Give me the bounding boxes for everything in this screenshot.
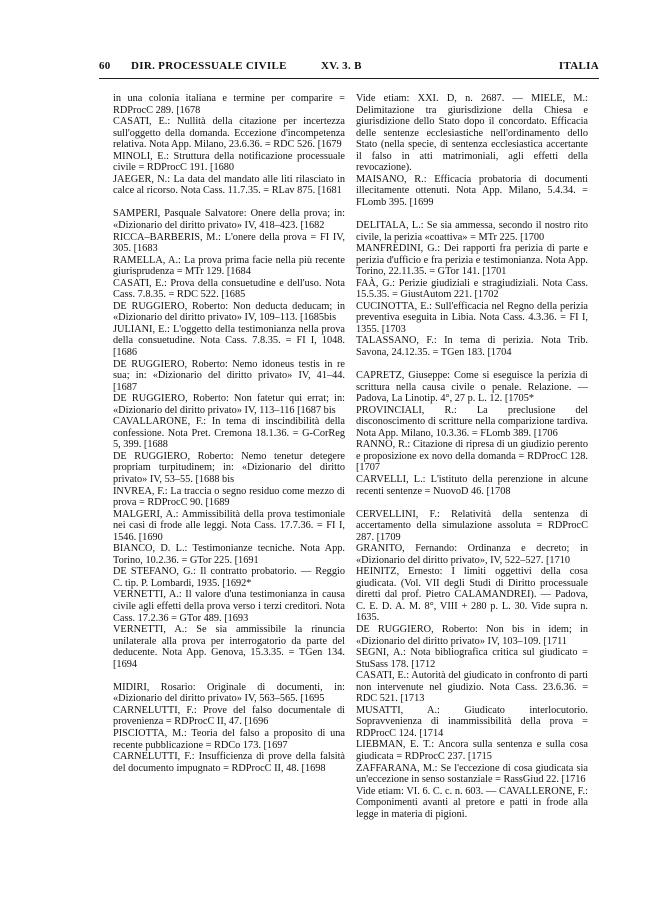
- bibliography-entry: VERNETTI, A.: Il valore d'una testimonianza in causa civile agli effetti della prova verso i terzi creditori. Nota Cass. 17.2.36 = GTor 489. [1693: [113, 589, 345, 624]
- bibliography-entry: JULIANI, E.: L'oggetto della testimonianza nella prova della consuetudine. Nota Cass. 7.8.35. = FI I, 1048. [1686: [113, 323, 345, 358]
- bibliography-entry: DE STEFANO, G.: Il contratto probatorio. — Reggio C. tip. P. Lombardi, 1935. [1692*: [113, 566, 345, 589]
- bibliography-entry: RANNO, R.: Citazione di ripresa di un giudizio perento e proposizione ex novo della domanda = RDProcC 128. [1707: [356, 439, 588, 474]
- bibliography-entry: PROVINCIALI, R.: La preclusione del disconoscimento di scritture nella comparizione tardiva. Nota App. Milano, 10.3.36. = FLomb 389. [1706: [356, 404, 588, 439]
- country-label: ITALIA: [558, 60, 599, 72]
- bibliography-entry: CARNELUTTI, F.: Insufficienza di prove della falsità del documento impugnato = RDProcC II, 48. [1698: [113, 751, 345, 774]
- bibliography-entry: DE RUGGIERO, Roberto: Nemo tenetur detegere propriam turpitudinem; in: «Dizionario del diritto privato» IV, 53–55. [1688 bis: [113, 450, 345, 485]
- bibliography-entry: Vide etiam: XXI. D, n. 2687. — MIELE, M.: Delimitazione tra giurisdizione della Chiesa e giurisdizione dello Stato dopo il concordato. Efficacia delle sentenze ecclesiastiche nell'ordinamento dello Stato (nella specie, di sentenza ecclesiastica accertante il falso in atti matrimoniali, agli effetti della revocazione).: [356, 93, 588, 174]
- group-gap: [356, 208, 588, 220]
- bibliography-entry: PISCIOTTA, M.: Teoria del falso a proposito di una recente pubblicazione = RDCo 173. [1697: [113, 727, 345, 751]
- bibliography-entry: HEINITZ, Ernesto: I limiti oggettivi della cosa giudicata. (Vol. VII degli Studi di Diritto processuale diretti dal prof. Pietro CALAMANDREI). — Padova, C. E. D. A. M. 8°, VIII + 280 p. L. 30. Vide supra n. 1635.: [356, 566, 588, 624]
- bibliography-entry: MALGERI, A.: Ammissibilità della prova testimoniale nei casi di frode alle leggi. Nota Cass. 17.7.36. = FI I, 1546. [1690: [113, 508, 345, 543]
- bibliography-entry: DE RUGGIERO, Roberto: Non bis in idem; in «Dizionario del diritto privato» IV, 103–109. [1711: [356, 624, 588, 647]
- bibliography-entry: CASATI, E.: Prova della consuetudine e dell'uso. Nota Cass. 7.8.35. = RDC 522. [1685: [113, 277, 345, 301]
- bibliography-entry: ZAFFARANA, M.: Se l'eccezione di cosa giudicata sia un'eccezione in senso sostanziale = RassGiud 22. [1716: [356, 762, 588, 786]
- bibliography-entry: MAISANO, R.: Efficacia probatoria di documenti illecitamente ottenuti. Nota App. Milano, 5.4.34. = FLomb 395. [1699: [356, 173, 588, 208]
- bibliography-entry: FAÀ, G.: Perizie giudiziali e stragiudiziali. Nota Cass. 15.5.35. = GiustAutom 221. [1702: [356, 277, 588, 301]
- bibliography-entry: CUCINOTTA, E.: Sull'efficacia nel Regno della perizia preventiva eseguita in Libia. Nota Cass. 4.3.36. = FI I, 1355. [1703: [356, 300, 588, 335]
- bibliography-entry: in una colonia italiana e termine per comparire = RDProcC 289. [1678: [113, 93, 345, 116]
- bibliography-entry: INVREA, F.: La traccia o segno residuo come mezzo di prova = RDProcC 90. [1689: [113, 485, 345, 509]
- bibliography-entry: VERNETTI, A.: Se sia ammissibile la rinuncia unilaterale alla prova per interrogatorio da parte del deducente. Nota App. Genova, 15.3.35. = TGen 134. [1694: [113, 624, 345, 670]
- group-gap: [356, 497, 588, 509]
- bibliography-entry: DELITALA, L.: Se sia ammessa, secondo il nostro rito civile, la perizia «coattiva» = MTr 225. [1700: [356, 219, 588, 243]
- bibliography-entry: MANFREDINI, G.: Dei rapporti fra perizia di parte e perizia d'ufficio e fra perizia e testimonianza. Nota App. Torino, 22.11.35. = GTor 141. [1701: [356, 243, 588, 278]
- bibliography-entry: MIDIRI, Rosario: Originale di documenti, in: «Dizionario del diritto privato» IV, 563–565. [1695: [113, 681, 345, 705]
- section-title: DIR. PROCESSUALE CIVILE: [131, 60, 287, 72]
- bibliography-entry: JAEGER, N.: La data del mandato alle liti rilasciato in calce al ricorso. Nota Cass. 11.7.35. = RLav 875. [1681: [113, 173, 345, 197]
- bibliography-entry: TALASSANO, F.: In tema di perizia. Nota Trib. Savona, 24.12.35. = TGen 183. [1704: [356, 335, 588, 358]
- group-gap: [356, 359, 588, 371]
- running-header: [99, 60, 599, 76]
- bibliography-entry: RAMELLA, A.: La prova prima facie nella più recente giurisprudenza = MTr 129. [1684: [113, 254, 345, 278]
- header-rule: [99, 78, 599, 79]
- bibliography-entry: CASATI, E.: Autorità del giudicato in confronto di parti non intervenute nel giudizio. Nota Cass. 23.6.36. = RDC 521. [1713: [356, 670, 588, 705]
- bibliography-entry: RICCA–BARBERIS, M.: L'onere della prova = FI IV, 305. [1683: [113, 231, 345, 255]
- bibliography-entry: MUSATTI, A.: Giudicato interlocutorio. Sopravvenienza di inammissibilità della prova = RDProcC 124. [1714: [356, 704, 588, 739]
- bibliography-entry: DE RUGGIERO, Roberto: Non fatetur qui errat; in: «Dizionario del diritto privato» IV, 113–116 [1687 bis: [113, 393, 345, 416]
- section-code: XV. 3. B: [321, 60, 362, 72]
- bibliography-entry: CASATI, E.: Nullità della citazione per incertezza sull'oggetto della domanda. Eccezione d'incompetenza relativa. Nota App. Milano, 23.6.36. = RDC 526. [1679: [113, 116, 345, 151]
- bibliography-entry: CARNELUTTI, F.: Prove del falso documentale di provenienza = RDProcC II, 47. [1696: [113, 704, 345, 728]
- page-number: 60: [99, 60, 111, 72]
- group-gap: [113, 670, 345, 682]
- bibliography-entry: GRANITO, Fernando: Ordinanza e decreto; in «Dizionario del diritto privato», IV, 522–527. [1710: [356, 543, 588, 566]
- bibliography-entry: CARVELLI, L.: L'istituto della perenzione in alcune recenti sentenze = NuovoD 46. [1708: [356, 473, 588, 497]
- bibliography-entry: CERVELLINI, F.: Relatività della sentenza di accertamento della simulazione assoluta = RDProcC 287. [1709: [356, 508, 588, 543]
- bibliography-entry: DE RUGGIERO, Roberto: Nemo idoneus testis in re sua; in: «Dizionario del diritto privato» IV, 41–44. [1687: [113, 358, 345, 393]
- bibliography-entry: DE RUGGIERO, Roberto: Non deducta deducam; in «Dizionario del diritto privato» IV, 109–113. [1685bis: [113, 300, 345, 324]
- bibliography-entry: CAVALLARONE, F.: In tema di inscindibilità della confessione. Nota Pret. Cremona 18.1.36. = G-CorReg 5, 399. [1688: [113, 416, 345, 451]
- bibliography-entry: Vide etiam: VI. 6. C. c. n. 603. — CAVALLERONE, F.: Componimenti avanti al pretore e patti in frode alla legge in materia di pigioni.: [356, 785, 588, 820]
- group-gap: [113, 197, 345, 209]
- bibliography-entry: CAPRETZ, Giuseppe: Come si eseguisce la perizia di scrittura nella causa civile o penale. Relazione. — Padova, La Linotip. 4°, 27 p. L. 12. [1705*: [356, 370, 588, 405]
- bibliography-entry: SAMPERI, Pasquale Salvatore: Onere della prova; in: «Dizionario del diritto privato» IV, 418–423. [1682: [113, 208, 345, 231]
- right-column: [356, 93, 588, 820]
- bibliography-entry: SEGNI, A.: Nota bibliografica critica sul giudicato = StuSass 178. [1712: [356, 647, 588, 670]
- left-column: [113, 93, 345, 774]
- bibliography-entry: BIANCO, D. L.: Testimonianze tecniche. Nota App. Torino, 10.2.36. = GTor 225. [1691: [113, 543, 345, 566]
- bibliography-entry: MINOLI, E.: Struttura della notificazione processuale civile = RDProcC 191. [1680: [113, 150, 345, 174]
- bibliography-entry: LIEBMAN, E. T.: Ancora sulla sentenza e sulla cosa giudicata = RDProcC 237. [1715: [356, 739, 588, 763]
